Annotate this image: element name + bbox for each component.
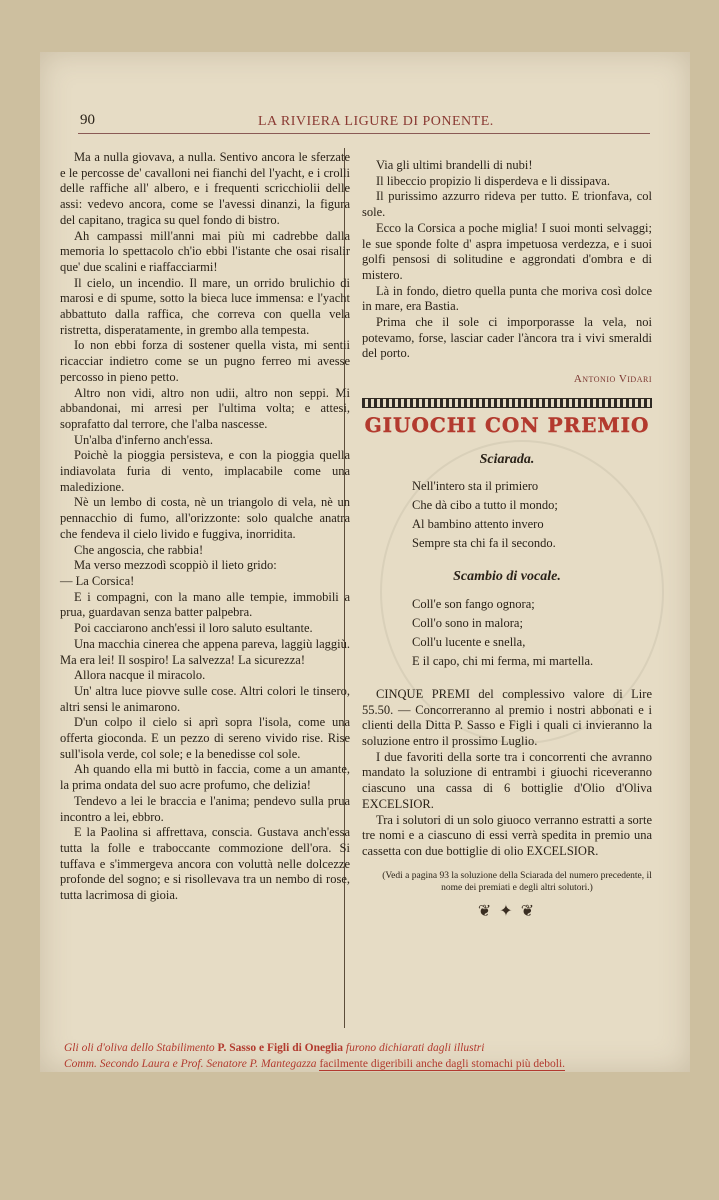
story-paragraph: Prima che il sole ci imporporasse la vela, noi potevamo, forse, lasciar cader l'àncora tra i vivi smeraldi del porto. — [362, 315, 652, 361]
story-paragraph: Un' altra luce piovve sulle cose. Altri colori le tinsero, altri sensi le animarono. — [60, 683, 350, 714]
header-rule — [78, 133, 650, 134]
right-column — [362, 158, 652, 919]
solution-note: (Vedi a pagina 93 la soluzione della Sciarada del numero precedente, il nome dei premiati e degli altri solutori.) — [382, 870, 652, 893]
story-paragraph: Un'alba d'inferno anch'essa. — [74, 432, 213, 447]
running-title: LA RIVIERA LIGURE DI PONENTE. — [258, 114, 494, 129]
poem-line: E il capo, chi mi ferma, mi martella. — [412, 653, 594, 668]
scambio-title: Scambio di vocale. — [453, 569, 561, 585]
story-paragraph: Tendevo a lei le braccia e l'anima; pendevo sulla prua incontro a lei, ebbro. — [60, 793, 350, 824]
prize-section — [362, 687, 652, 860]
story-paragraph: Io non ebbi forza di sostener quella vista, mi sentii ricacciar indietro come se un pugno ferreo mi avesse percosso in pieno petto. — [60, 338, 350, 384]
story-paragraph: Che angoscia, che rabbia! — [74, 542, 204, 557]
decorative-border — [362, 398, 652, 408]
story-paragraph: D'un colpo il cielo si aprì sopra l'isola, come una offerta gioconda. E un pezzo di sereno vivido rise. Rise sull'isola verde, col sole; e la benedisse col sole. — [60, 715, 350, 761]
page-number: 90 — [80, 112, 95, 128]
story-paragraph: Il purissimo azzurro rideva per tutto. E trionfava, col sole. — [362, 189, 652, 220]
games-title: GIUOCHI CON PREMIO — [364, 412, 650, 437]
poem-line: Nell'intero sta il primiero — [412, 479, 539, 494]
story-ending — [362, 158, 652, 362]
poem-line: Che dà cibo a tutto il mondo; — [412, 498, 558, 513]
story-paragraph: Il libeccio propizio li disperdeva e li dissipava. — [376, 173, 610, 188]
left-column — [60, 150, 350, 904]
prize-paragraph: Tra i solutori di un solo giuoco verranno estratti a sorte tre nomi e a ciascuno di essi verrà spedita in premio una cassetta con due bottiglie di olio EXCELSIOR. — [362, 812, 652, 858]
story-paragraph: Allora nacque il miracolo. — [74, 668, 206, 683]
story-paragraph: Poi cacciarono anch'essi il loro saluto esultante. — [74, 621, 313, 636]
footer-text-4: facilmente digeribili anche dagli stomachi più deboli. — [319, 1058, 566, 1070]
story-paragraph: Via gli ultimi brandelli di nubi! — [376, 158, 533, 172]
poem-line: Sempre sta chi fa il secondo. — [412, 536, 556, 551]
story-paragraph: Poichè la pioggia persisteva, e con la pioggia quella indiavolata furia di vento, implacabile come una maledizione. — [60, 448, 350, 494]
advert-footer — [64, 1040, 654, 1072]
story-paragraph: Ah quando ella mi buttò in faccia, come a un amante, la prima ondata del suo acre profumo, che delizia! — [60, 762, 350, 793]
poem-line: Al bambino attento invero — [412, 517, 544, 532]
poem-line: Coll'o sono in malora; — [412, 615, 523, 630]
footer-text-3: Comm. Secondo Laura e Prof. Senatore P. Mantegazza — [64, 1058, 317, 1070]
story-paragraph: E i compagni, con la mano alle tempie, immobili a prua, guardavan senza batter palpebra. — [60, 589, 350, 620]
story-paragraph: Il cielo, un incendio. Il mare, un orrido brulichio di marosi e di spume, sotto la bieca luce immensa: e l'yacht abbattuto dalla raffica, che correva con quella vela ristretta, disperatamente, in grembo alla tempesta. — [60, 275, 350, 337]
poem-line: Coll'e son fango ognora; — [412, 596, 535, 611]
prize-paragraph: CINQUE PREMI del complessivo valore di Lire 55.50. — Concorreranno al premio i nostri abbonati e i clienti della Ditta P. Sasso e Figli i quali ci invieranno la soluzione entro il prossimo Luglio. — [362, 686, 652, 749]
poem-line: Coll'u lucente e snella, — [412, 634, 526, 649]
story-paragraph: Ma a nulla giovava, a nulla. Sentivo ancora le sferzate e le percosse de' cavalloni nei fianchi del l'yacht, e i crolli delle raffiche all' albero, e i frequenti scricchiolii delle assi: vedevo ancora, come se l'avessi dinanzi, la figura del capitano, tragica su quel fondo di bistro. — [60, 150, 350, 227]
story-paragraph: Altro non vidi, altro non udii, altro non seppi. Mi abbandonai, mi arresi per l'ultima volta; e attesi, soprafatto dal terrore, che l'alba nascesse. — [60, 385, 350, 431]
prize-paragraph: I due favoriti della sorte tra i concorrenti che avranno mandato la soluzione di entrambi i giuochi riceveranno ciascuno una cassa di 6 bottiglie d'Olio d'Oliva EXCELSIOR. — [362, 749, 652, 811]
footer-brand: P. Sasso e Figli di Oneglia — [217, 1042, 344, 1054]
sciarada-poem — [412, 477, 652, 553]
story-paragraph: Ah campassi mill'anni mai più mi cadrebbe dalla memoria lo spettacolo ch'io ebbi l'istante che osai risalir que' due scalini e riaffacciarmi! — [60, 228, 350, 274]
story-paragraph: E la Paolina si affrettava, conscia. Gustava anch'essa tutta la folle e traboccante commozione dell'ora. Si tuffava e s'immergeva ancora con voluttà nelle dolcezze profonde del sogno; e si risollevava tra un nembo di rose, tutta lacrimosa di gioia. — [60, 825, 350, 903]
scambio-poem — [412, 595, 652, 671]
story-paragraph: Una macchia cinerea che appena pareva, laggiù laggiù. Ma era lei! Il sospiro! La salvezza! La sicurezza! — [60, 636, 350, 667]
ornament-flourish: ❦ ✦ ❦ — [477, 902, 537, 920]
story-paragraph: Ma verso mezzodì scoppiò il lieto grido: — [74, 558, 277, 573]
story-paragraph: — La Corsica! — [60, 573, 135, 588]
footer-text-2: furono dichiarati dagli illustri — [345, 1042, 485, 1054]
author-signature: Antonio Vidari — [573, 373, 652, 386]
story-paragraph: Là in fondo, dietro quella punta che moriva così dolce in mare, era Bastia. — [362, 283, 652, 314]
story-paragraph: Ecco la Corsica a poche miglia! I suoi monti selvaggi; le sue sponde folte d' aspra impetuosa verdezza, e i suoi golfi pensosi di solitudine e aggrondati d'ombra e di mistero. — [362, 220, 652, 282]
sciarada-title: Sciarada. — [479, 451, 535, 467]
footer-text-1: Gli oli d'oliva dello Stabilimento — [64, 1042, 215, 1054]
story-paragraph: Nè un lembo di costa, nè un triangolo di vela, nè un pennacchio di fumo, all'orizzonte: solo qualche anatra che fendeva il cielo livido e fuggiva, inorridita. — [60, 495, 350, 541]
page-header — [80, 112, 650, 134]
